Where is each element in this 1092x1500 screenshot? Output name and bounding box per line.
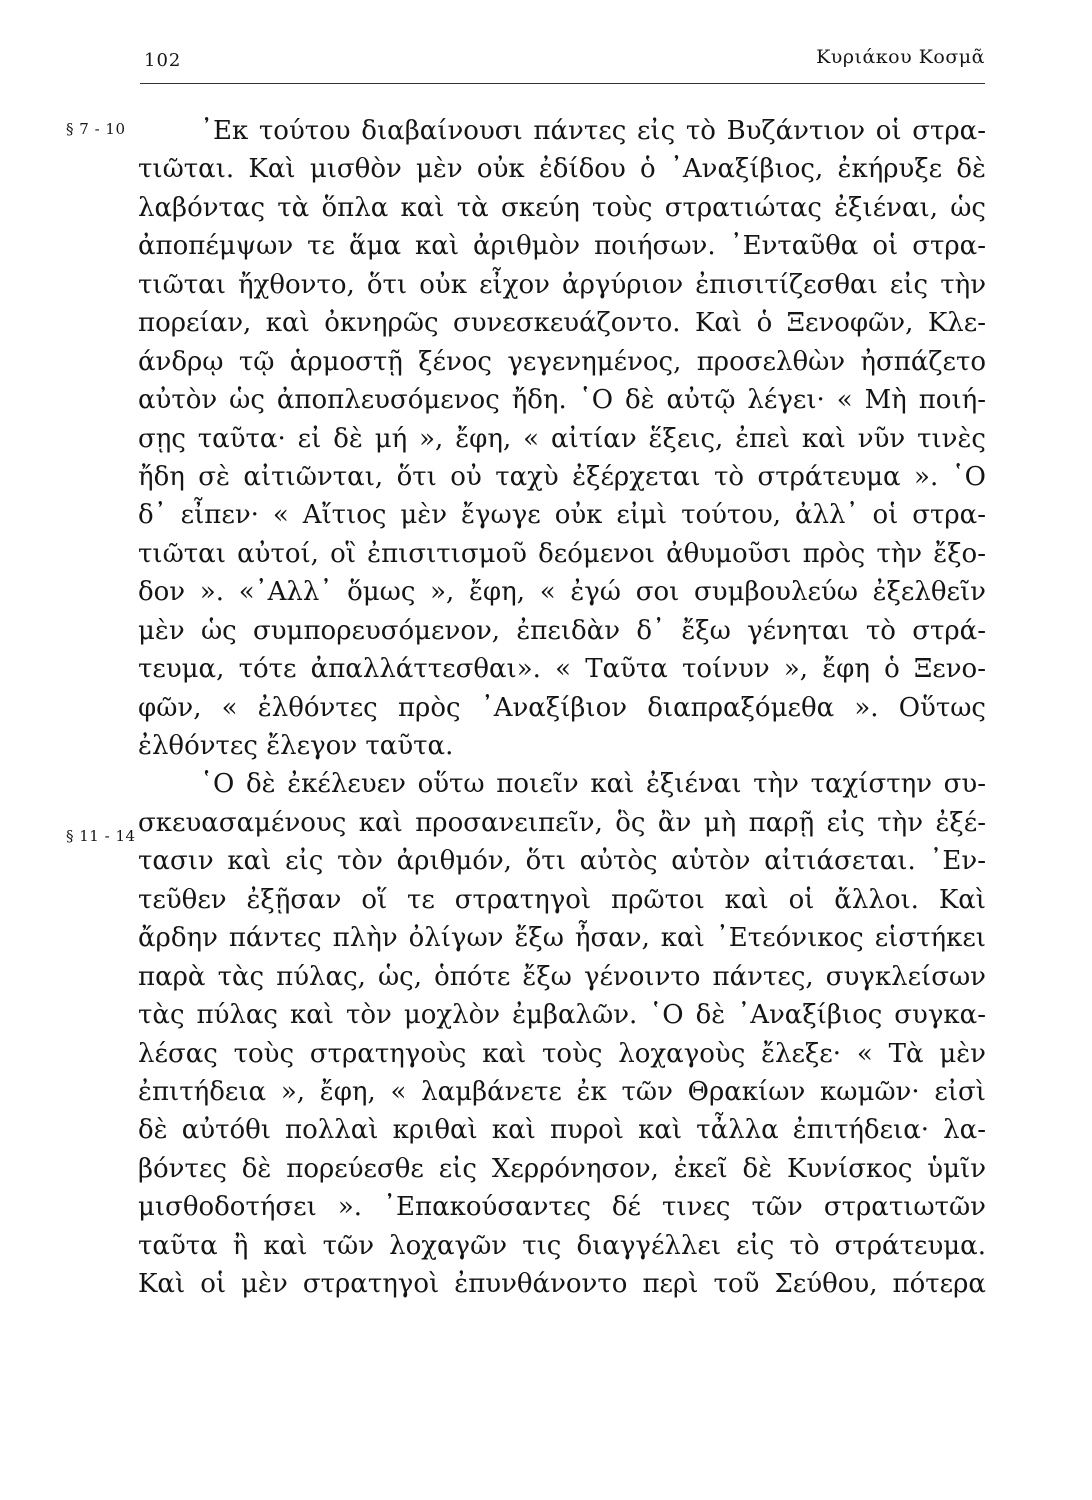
text-line: δον ». «᾿Αλλ᾿ ὅμως », ἔφη, « ἐγώ σοι συμβουλεύω ἐξελθεῖν bbox=[138, 577, 986, 608]
page-number: 102 bbox=[144, 50, 182, 71]
text-line: δ᾿ εἶπεν· « Αἴτιος μὲν ἔγωγε οὐκ εἰμὶ τούτου, ἀλλ᾿ οἱ στρα- bbox=[138, 500, 986, 531]
text-line: βόντες δὲ πορεύεσθε εἰς Χερρόνησον, ἐκεῖ δὲ Κυνίσκος ὑμῖν bbox=[138, 1153, 986, 1184]
text-line: τεῦθεν ἐξῇσαν οἵ τε στρατηγοὶ πρῶτοι καὶ οἱ ἄλλοι. Καὶ bbox=[138, 884, 986, 915]
text-line: τευμα, τότε ἀπαλλάττεσθαι». « Ταῦτα τοίνυν », ἔφη ὁ Ξενο- bbox=[138, 654, 986, 685]
text-line: λαβόντας τὰ ὅπλα καὶ τὰ σκεύη τοὺς στρατιώτας ἐξιέναι, ὡς bbox=[138, 192, 986, 223]
text-line: λέσας τοὺς στρατηγοὺς καὶ τοὺς λοχαγοὺς ἔλεξε· « Τὰ μὲν bbox=[138, 1038, 986, 1069]
text-line: παρὰ τὰς πύλας, ὡς, ὁπότε ἔξω γένοιντο πάντες, συγκλείσων bbox=[138, 961, 986, 992]
text-line: τιῶται. Καὶ μισθὸν μὲν οὐκ ἐδίδου ὁ ᾿Αναξίβιος, ἐκήρυξε δὲ bbox=[138, 154, 986, 185]
text-line: αὐτὸν ὡς ἀποπλευσόμενος ἤδη. ῾Ο δὲ αὐτῷ λέγει· « Μὴ ποιή- bbox=[138, 385, 986, 416]
text-line: τασιν καὶ εἰς τὸν ἀριθμόν, ὅτι αὐτὸς αὑτὸν αἰτιάσεται. ᾿Εν- bbox=[138, 846, 986, 877]
header-rule bbox=[140, 83, 985, 84]
text-line: ἀποπέμψων τε ἅμα καὶ ἀριθμὸν ποιήσων. ᾿Ενταῦθα οἱ στρα- bbox=[138, 231, 986, 262]
text-line: μὲν ὡς συμπορευσόμενον, ἐπειδὰν δ᾿ ἔξω γένηται τὸ στρά- bbox=[138, 615, 986, 646]
text-line: ῾Ο δὲ ἐκέλευεν οὕτω ποιεῖν καὶ ἐξιέναι τὴν ταχίστην συ- bbox=[200, 769, 986, 800]
section-marker: § 7 - 10 bbox=[66, 120, 126, 138]
text-line: ταῦτα ἢ καὶ τῶν λοχαγῶν τις διαγγέλλει εἰς τὸ στράτευμα. bbox=[138, 1230, 986, 1261]
text-line: μισθοδοτήσει ». ᾿Επακούσαντες δέ τινες τῶν στρατιωτῶν bbox=[138, 1192, 986, 1223]
text-line: δὲ αὐτόθι πολλαὶ κριθαὶ καὶ πυροὶ καὶ τἆλλα ἐπιτήδεια· λα- bbox=[138, 1115, 986, 1146]
text-line: Καὶ οἱ μὲν στρατηγοὶ ἐπυνθάνοντο περὶ τοῦ Σεύθου, πότερα bbox=[138, 1269, 986, 1300]
text-line: ᾿Εκ τούτου διαβαίνουσι πάντες εἰς τὸ Βυζάντιον οἱ στρα- bbox=[200, 116, 986, 146]
text-line: τὰς πύλας καὶ τὸν μοχλὸν ἐμβαλῶν. ῾Ο δὲ ᾿Αναξίβιος συγκα- bbox=[138, 1000, 986, 1031]
running-head bbox=[140, 40, 985, 80]
section-marker: § 11 - 14 bbox=[66, 827, 136, 845]
text-line: ἄρδην πάντες πλὴν ὀλίγων ἔξω ἦσαν, καὶ ᾿Ετεόνικος εἱστήκει bbox=[138, 923, 986, 954]
text-line: τιῶται ἤχθοντο, ὅτι οὐκ εἶχον ἀργύριον ἐπισιτίζεσθαι εἰς τὴν bbox=[138, 269, 986, 300]
text-line: άνδρῳ τῷ ἁρμοστῇ ξένος γεγενημένος, προσελθὼν ἠσπάζετο bbox=[138, 346, 986, 377]
text-line: ἐλθόντες ἔλεγον ταῦτα. bbox=[138, 731, 454, 761]
text-line: ἐπιτήδεια », ἔφη, « λαμβάνετε ἐκ τῶν Θρακίων κωμῶν· εἰσὶ bbox=[138, 1076, 986, 1107]
text-line: σκευασαμένους καὶ προσανειπεῖν, ὃς ἂν μὴ παρῇ εἰς τὴν ἐξέ- bbox=[138, 807, 986, 838]
text-line: πορείαν, καὶ ὀκνηρῶς συνεσκευάζοντο. Καὶ ὁ Ξενοφῶν, Κλε- bbox=[138, 308, 986, 339]
header-title: Κυριάκου Κοσμᾶ bbox=[816, 46, 985, 68]
text-line: τιῶται αὐτοί, οἳ ἐπισιτισμοῦ δεόμενοι ἀθυμοῦσι πρὸς τὴν ἔξο- bbox=[138, 538, 986, 569]
text-line: φῶν, « ἐλθόντες πρὸς ᾿Αναξίβιον διαπραξόμεθα ». Οὕτως bbox=[138, 692, 986, 723]
text-line: σῃς ταῦτα· εἰ δὲ μή », ἔφη, « αἰτίαν ἕξεις, ἐπεὶ καὶ νῦν τινὲς bbox=[138, 423, 986, 454]
body-text bbox=[138, 112, 986, 1304]
text-line: ἤδη σὲ αἰτιῶνται, ὅτι οὐ ταχὺ ἐξέρχεται τὸ στράτευμα ». ῾Ο bbox=[138, 461, 986, 492]
